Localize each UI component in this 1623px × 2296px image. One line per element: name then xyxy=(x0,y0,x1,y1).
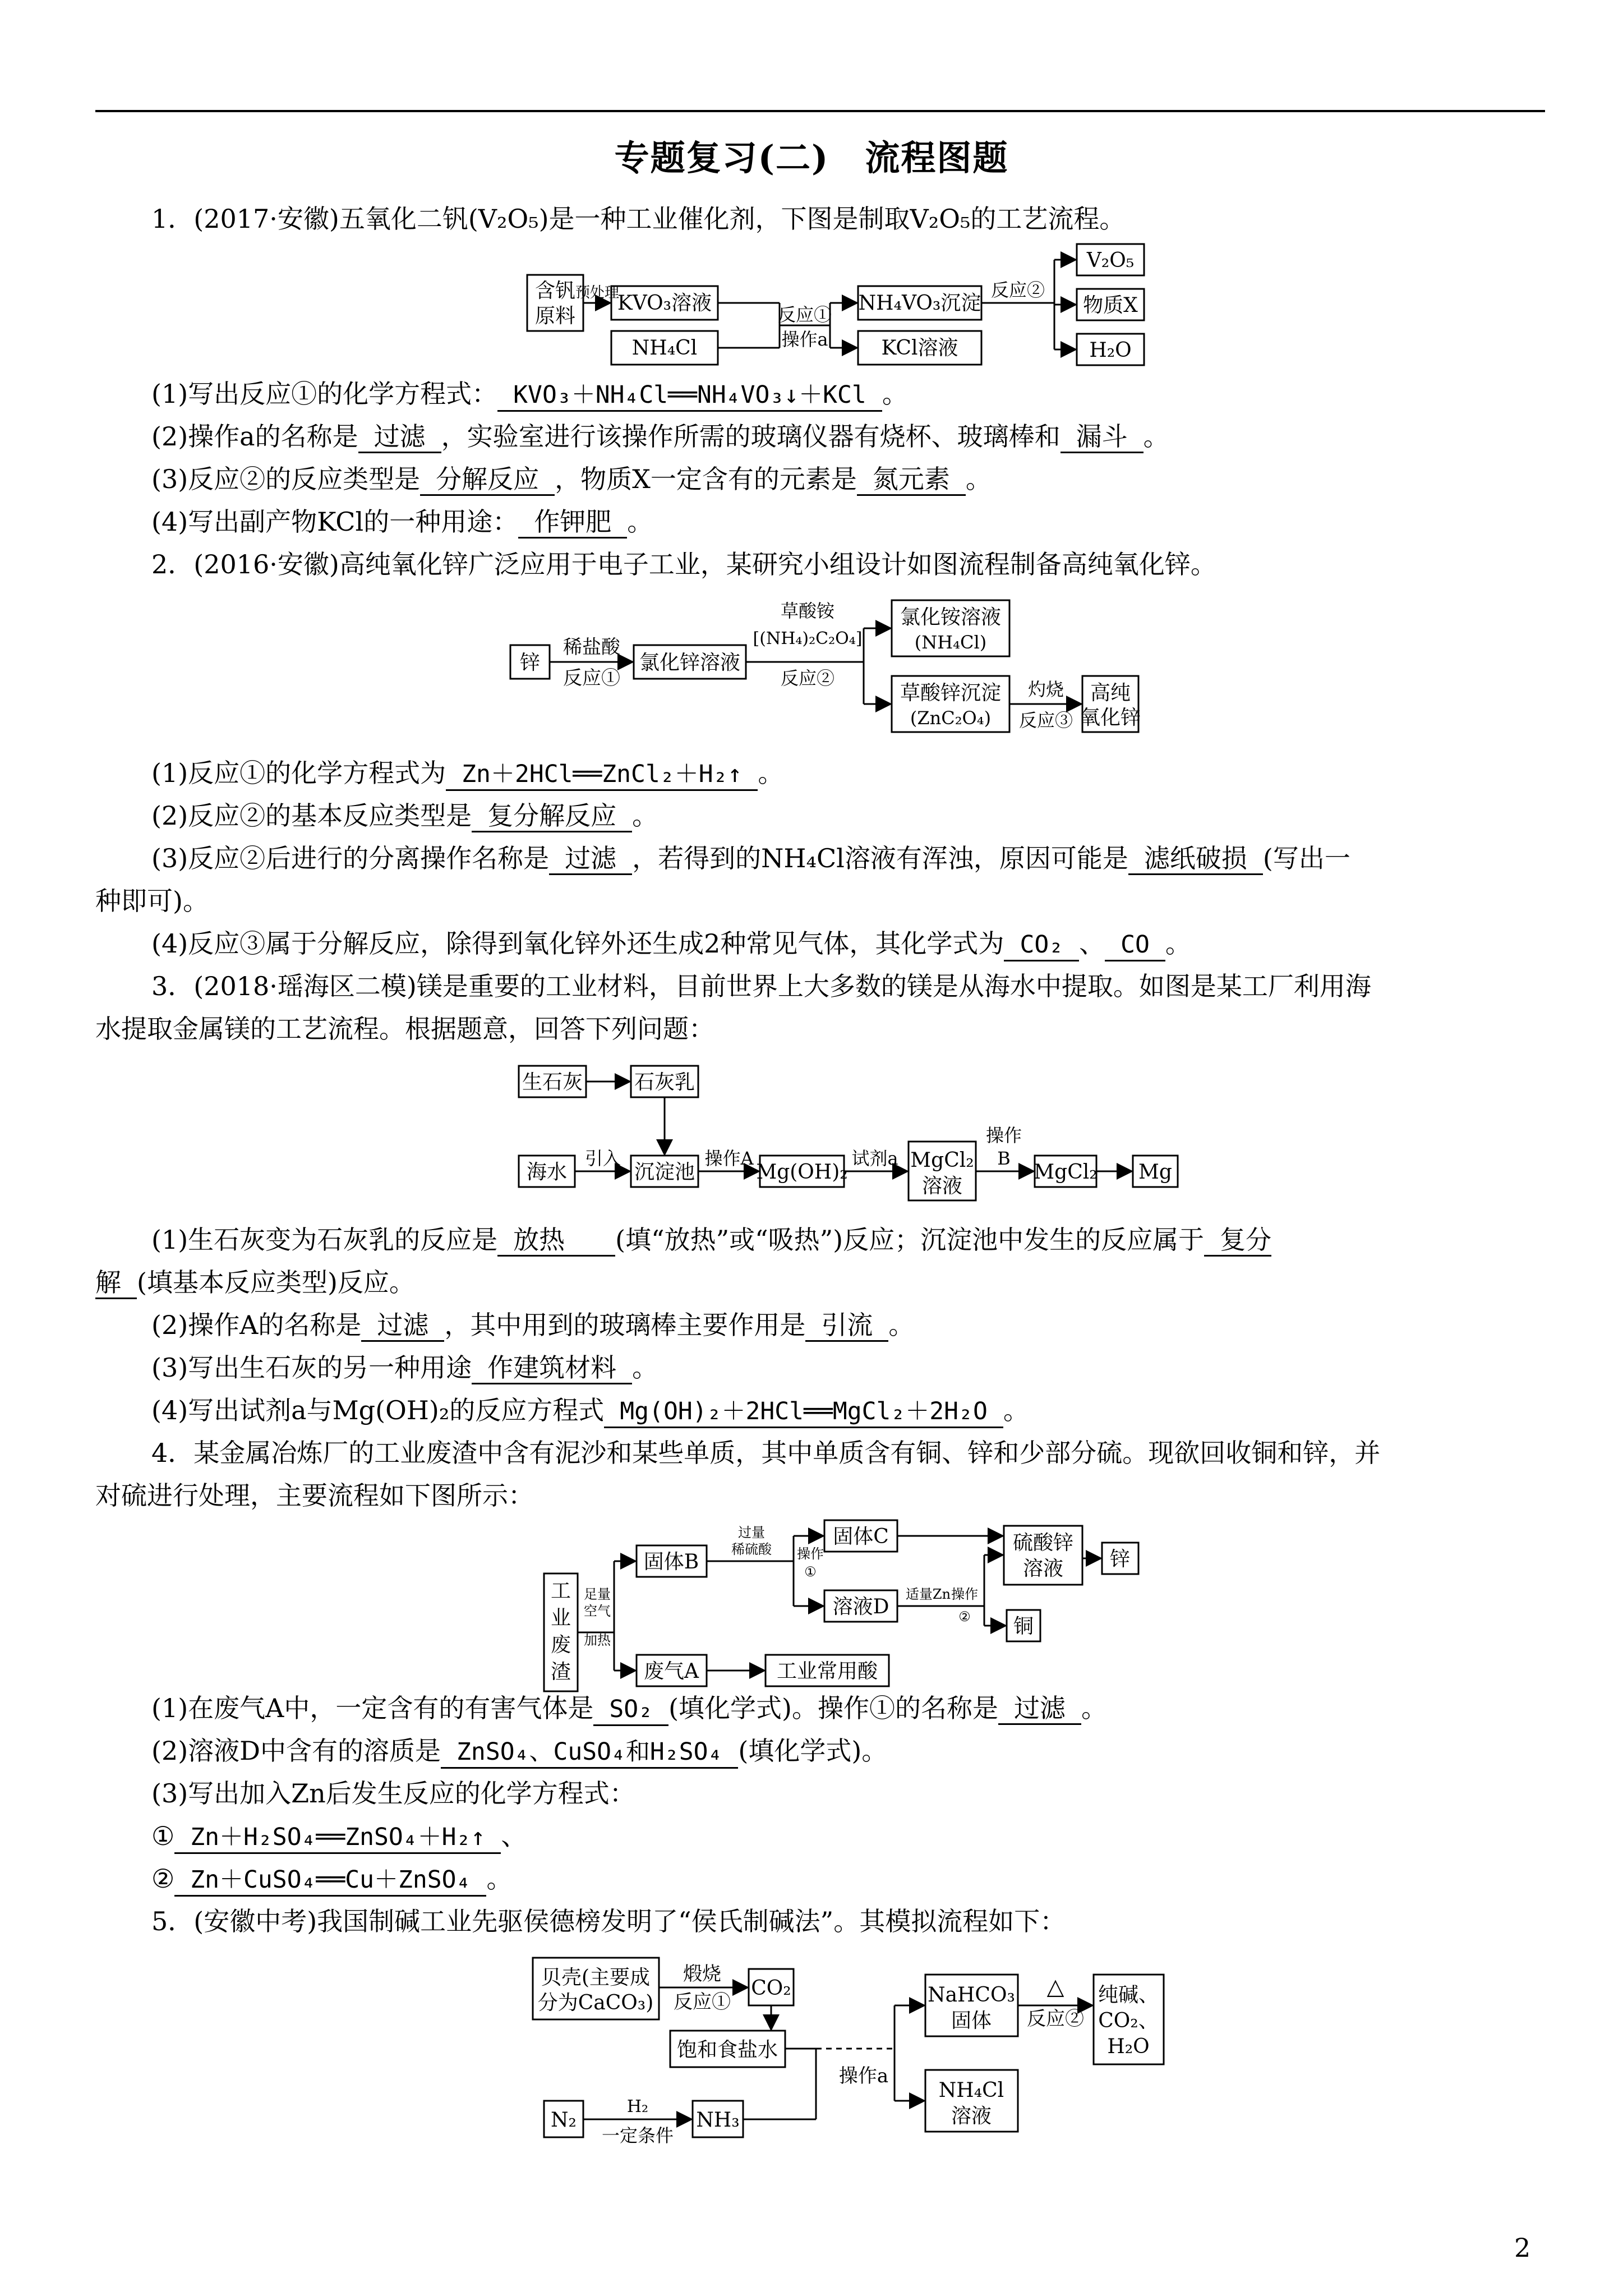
q1-node-raw-2: 原料 xyxy=(534,305,576,328)
q2-answer-4a: CO₂ xyxy=(1004,930,1079,961)
q3-answer-1b-cont: 解 xyxy=(95,1267,137,1299)
q2-answer-4b: CO xyxy=(1105,930,1165,961)
q2-label-reaction2: 反应② xyxy=(780,668,835,689)
q3-label-op-a: 操作A xyxy=(704,1148,754,1169)
q3-flowchart xyxy=(510,1055,1200,1217)
q2-flowchart xyxy=(505,589,1195,740)
q5-label-calcine: 煅烧 xyxy=(683,1963,721,1985)
q4-node-acid: 工业常用酸 xyxy=(776,1660,878,1683)
q4-node-zn: 锌 xyxy=(1109,1548,1131,1571)
q2-node-zncl2: 氯化锌溶液 xyxy=(639,651,741,674)
q4-label-op2-2: ② xyxy=(958,1609,971,1625)
q1-sub3: (3)反应②的反应类型是 分解反应 ，物质X一定含有的元素是 氮元素 。 xyxy=(151,462,992,496)
q3-sub4: (4)写出试剂a与Mg(OH)₂的反应方程式 Mg(OH)₂＋2HCl══MgCl₂＋2H₂O 。 xyxy=(151,1393,1029,1428)
q3-sub2: (2)操作A的名称是 过滤 ，其中用到的玻璃棒主要作用是 引流 。 xyxy=(151,1308,914,1342)
q1-label-reaction1: 反应① xyxy=(777,304,832,325)
q5-label-reaction1: 反应① xyxy=(674,1991,731,2013)
q5-node-product-1: 纯碱、 xyxy=(1098,1984,1159,2007)
q3-node-milk: 石灰乳 xyxy=(634,1071,695,1094)
q1-node-h2o: H₂O xyxy=(1089,339,1132,362)
q4-stem-1: 4．某金属冶炼厂的工业废渣中含有泥沙和某些单质，其中单质含有铜、锌和少部分硫。现欲回收铜和锌，并 xyxy=(151,1438,1381,1468)
q5-node-shell-1: 贝壳(主要成 xyxy=(541,1966,651,1989)
q4-node-solid-b: 固体B xyxy=(643,1550,699,1573)
q2-node-zno-1: 高纯 xyxy=(1090,682,1131,705)
q1-node-nh4vo3: NH₄VO₃沉淀 xyxy=(858,292,981,315)
q1-answer-1: KVO₃＋NH₄Cl══NH₄VO₃↓＋KCl xyxy=(497,380,882,412)
q4-node-cu: 铜 xyxy=(1013,1615,1034,1638)
q4-label-acid-2: 稀硫酸 xyxy=(731,1542,772,1557)
q4-eq1: ① Zn＋H₂SO₄══ZnSO₄＋H₂↑ 、 xyxy=(151,1819,527,1854)
q3-node-sea: 海水 xyxy=(526,1161,568,1184)
q5-label-reaction2: 反应② xyxy=(1027,2008,1084,2030)
q4-label-op2-1: 操作 xyxy=(951,1586,978,1602)
q2-node-nh4cl-1: 氯化铵溶液 xyxy=(900,606,1002,629)
q1-label-pretreat: 预处理 xyxy=(575,284,620,301)
q3-answer-3: 作建筑材料 xyxy=(472,1352,632,1384)
q4-flowchart xyxy=(536,1515,1158,1700)
q3-label-op-b-2: B xyxy=(997,1148,1011,1169)
q1-node-kcl: KCl溶液 xyxy=(881,337,958,360)
q2-sub2: (2)反应②的基本反应类型是 复分解反应 。 xyxy=(151,799,658,832)
q4-stem-2: 对硫进行处理，主要流程如下图所示： xyxy=(95,1480,534,1511)
q3-node-mgcl2-sol-2: 溶液 xyxy=(921,1175,963,1198)
q4-label-op1-2: ① xyxy=(804,1564,817,1580)
q3-answer-2a: 过滤 xyxy=(361,1310,444,1342)
q1-sub2: (2)操作a的名称是 过滤 ，实验室进行该操作所需的玻璃仪器有烧杯、玻璃棒和 漏斗 。 xyxy=(151,420,1169,453)
q2-sub1: (1)反应①的化学方程式为 Zn＋2HCl══ZnCl₂＋H₂↑ 。 xyxy=(151,756,783,791)
q1-node-v2o5: V₂O₅ xyxy=(1086,249,1135,272)
q1-node-nh4cl: NH₄Cl xyxy=(631,337,698,360)
q3-stem-1: 3．(2018·瑶海区二模)镁是重要的工业材料，目前世界上大多数的镁是从海水中提取。如图是某工厂利用海 xyxy=(151,971,1371,1001)
q2-answer-3a: 过滤 xyxy=(549,843,632,875)
q5-node-nahco3-1: NaHCO₃ xyxy=(928,1984,1015,2007)
q1-node-kvo3: KVO₃溶液 xyxy=(617,292,712,315)
q3-sub1: (1)生石灰变为石灰乳的反应是 放热 (填“放热”或“吸热”)反应；沉淀池中发生的反应属于 复分 xyxy=(151,1223,1271,1257)
q4-label-air-2: 空气 xyxy=(584,1603,611,1619)
q2-label-oxalate-2: [(NH₄)₂C₂O₄] xyxy=(753,629,863,648)
q4-label-op1-1: 操作 xyxy=(797,1546,824,1562)
top-rule xyxy=(95,110,1545,112)
q2-answer-1: Zn＋2HCl══ZnCl₂＋H₂↑ xyxy=(446,759,758,791)
q2-node-zno-2: 氧化锌 xyxy=(1080,706,1141,729)
q1-answer-3b: 氮元素 xyxy=(857,464,966,496)
q3-label-in: 引入 xyxy=(584,1148,621,1169)
q1-answer-2a: 过滤 xyxy=(358,421,441,453)
q2-label-reaction3: 反应③ xyxy=(1018,710,1073,731)
q2-sub3-cont: 种即可)。 xyxy=(95,886,209,916)
q5-stem: 5．(安徽中考)我国制碱工业先驱侯德榜发明了“侯氏制碱法”。其模拟流程如下： xyxy=(151,1906,1066,1936)
q3-node-cao: 生石灰 xyxy=(522,1071,583,1094)
q3-sub3: (3)写出生石灰的另一种用途 作建筑材料 。 xyxy=(151,1351,658,1384)
q2-sub3: (3)反应②后进行的分离操作名称是 过滤 ，若得到的NH₄Cl溶液有浑浊，原因可能是 滤纸破损 (写出一 xyxy=(151,841,1350,875)
q3-node-tank: 沉淀池 xyxy=(634,1161,695,1184)
q2-label-hcl: 稀盐酸 xyxy=(563,636,620,659)
q1-node-x: 物质X xyxy=(1083,294,1138,317)
q3-answer-1a: 放热 xyxy=(497,1225,615,1257)
q1-answer-4: 作钾肥 xyxy=(518,507,627,539)
q1-answer-3a: 分解反应 xyxy=(420,464,555,496)
q1-node-raw-1: 含钒 xyxy=(534,279,576,302)
q5-node-brine: 饱和食盐水 xyxy=(676,2039,778,2062)
q2-node-znc2o4-1: 草酸锌沉淀 xyxy=(900,682,1002,705)
q2-stem: 2．(2016·安徽)高纯氧化锌广泛应用于电子工业，某研究小组设计如图流程制备高纯氧化锌。 xyxy=(151,549,1216,579)
q1-sub4: (4)写出副产物KCl的一种用途： 作钾肥 。 xyxy=(151,505,653,539)
q4-node-waste-4: 渣 xyxy=(550,1660,571,1683)
q4-answer-1b: 过滤 xyxy=(998,1693,1081,1725)
q5-label-heat-symbol: △ xyxy=(1046,1974,1064,2000)
q1-label-op-a: 操作a xyxy=(781,329,828,350)
q4-node-znso4-2: 溶液 xyxy=(1022,1557,1064,1580)
q4-eq2: ② Zn＋CuSO₄══Cu＋ZnSO₄ 。 xyxy=(151,1862,512,1897)
q4-sub3: (3)写出加入Zn后发生反应的化学方程式： xyxy=(151,1778,635,1809)
q5-label-h2: H₂ xyxy=(626,2097,649,2116)
q2-label-reaction1: 反应① xyxy=(563,667,620,689)
q4-answer-eq1: Zn＋H₂SO₄══ZnSO₄＋H₂↑ xyxy=(174,1822,501,1854)
q4-sub2: (2)溶液D中含有的溶质是 ZnSO₄、CuSO₄和H₂SO₄ (填化学式)。 xyxy=(151,1734,887,1769)
q4-node-sol-d: 溶液D xyxy=(832,1595,889,1618)
q2-answer-3b: 滤纸破损 xyxy=(1128,843,1263,875)
q3-node-mgcl2: MgCl₂ xyxy=(1034,1161,1098,1184)
q2-node-nh4cl-2: (NH₄Cl) xyxy=(914,632,987,653)
q1-sub1: (1)写出反应①的化学方程式： KVO₃＋NH₄Cl══NH₄VO₃↓＋KCl 。 xyxy=(151,377,908,412)
q5-node-product-2: CO₂、 xyxy=(1098,2009,1159,2032)
q4-node-znso4-1: 硫酸锌 xyxy=(1012,1531,1074,1554)
q2-label-burn: 灼烧 xyxy=(1027,679,1064,700)
q5-node-nh3: NH₃ xyxy=(696,2109,740,2132)
q4-node-waste-2: 业 xyxy=(550,1607,571,1630)
q4-label-acid-1: 过量 xyxy=(738,1525,765,1540)
q4-node-gas-a: 废气A xyxy=(644,1660,699,1683)
q5-node-nahco3-2: 固体 xyxy=(951,2009,992,2032)
q5-flowchart xyxy=(527,1952,1195,2154)
q2-sub4: (4)反应③属于分解反应，除得到氧化锌外还生成2种常见气体，其化学式为 CO₂ 、 CO 。 xyxy=(151,927,1191,961)
q4-node-waste-1: 工 xyxy=(550,1580,571,1603)
q3-answer-4: Mg(OH)₂＋2HCl══MgCl₂＋2H₂O xyxy=(604,1396,1003,1428)
q4-label-zn: 适量Zn xyxy=(905,1586,951,1602)
q1-answer-2b: 漏斗 xyxy=(1061,421,1144,453)
q5-node-n2: N₂ xyxy=(551,2109,577,2132)
q4-label-air-1: 足量 xyxy=(584,1586,611,1602)
page-title: 专题复习(二) 流程图题 xyxy=(614,137,1009,178)
q3-sub1-cont: 解 (填基本反应类型)反应。 xyxy=(95,1266,415,1299)
q4-sub1: (1)在废气A中，一定含有的有害气体是 SO₂ (填化学式)。操作①的名称是 过滤 。 xyxy=(151,1691,1107,1726)
q4-node-solid-c: 固体C xyxy=(833,1525,889,1548)
q3-answer-2b: 引流 xyxy=(805,1310,888,1342)
q1-stem: 1．(2017·安徽)五氧化二钒(V₂O₅)是一种工业催化剂，下图是制取V₂O₅的工艺流程。 xyxy=(151,204,1126,234)
q3-stem-2: 水提取金属镁的工艺流程。根据题意，回答下列问题： xyxy=(95,1014,714,1044)
q1-label-reaction2: 反应② xyxy=(990,279,1045,301)
q4-answer-1a: SO₂ xyxy=(593,1694,668,1726)
q5-node-nh4cl-2: 溶液 xyxy=(951,2105,992,2128)
q4-answer-eq2: Zn＋CuSO₄══Cu＋ZnSO₄ xyxy=(174,1865,486,1897)
q3-node-mgcl2-sol-1: MgCl₂ xyxy=(910,1149,974,1172)
page-number: 2 xyxy=(1514,2233,1531,2263)
q2-label-oxalate-1: 草酸铵 xyxy=(780,600,835,622)
q3-node-mg: Mg xyxy=(1138,1161,1172,1184)
q3-label-op-b-1: 操作 xyxy=(985,1125,1022,1146)
q4-label-heat: 加热 xyxy=(584,1632,611,1648)
q2-node-zn: 锌 xyxy=(519,651,541,674)
q1-flowchart xyxy=(516,236,1217,373)
q5-label-condition: 一定条件 xyxy=(601,2125,674,2146)
q2-answer-2: 复分解反应 xyxy=(472,800,632,832)
q4-answer-2: ZnSO₄、CuSO₄和H₂SO₄ xyxy=(441,1737,738,1769)
q3-label-reagent-a: 试剂a xyxy=(851,1148,898,1169)
q5-node-nh4cl-1: NH₄Cl xyxy=(938,2079,1004,2102)
q3-node-mgoh2: Mg(OH)₂ xyxy=(756,1161,848,1184)
q5-node-product-3: H₂O xyxy=(1107,2035,1150,2058)
q3-answer-1b: 复分 xyxy=(1204,1225,1271,1257)
q5-node-co2: CO₂ xyxy=(751,1977,791,2000)
q5-node-shell-2: 分为CaCO₃) xyxy=(537,1991,654,2014)
q2-node-znc2o4-2: (ZnC₂O₄) xyxy=(910,707,992,729)
q4-node-waste-3: 废 xyxy=(550,1634,571,1657)
q5-label-op-a: 操作a xyxy=(838,2065,889,2087)
